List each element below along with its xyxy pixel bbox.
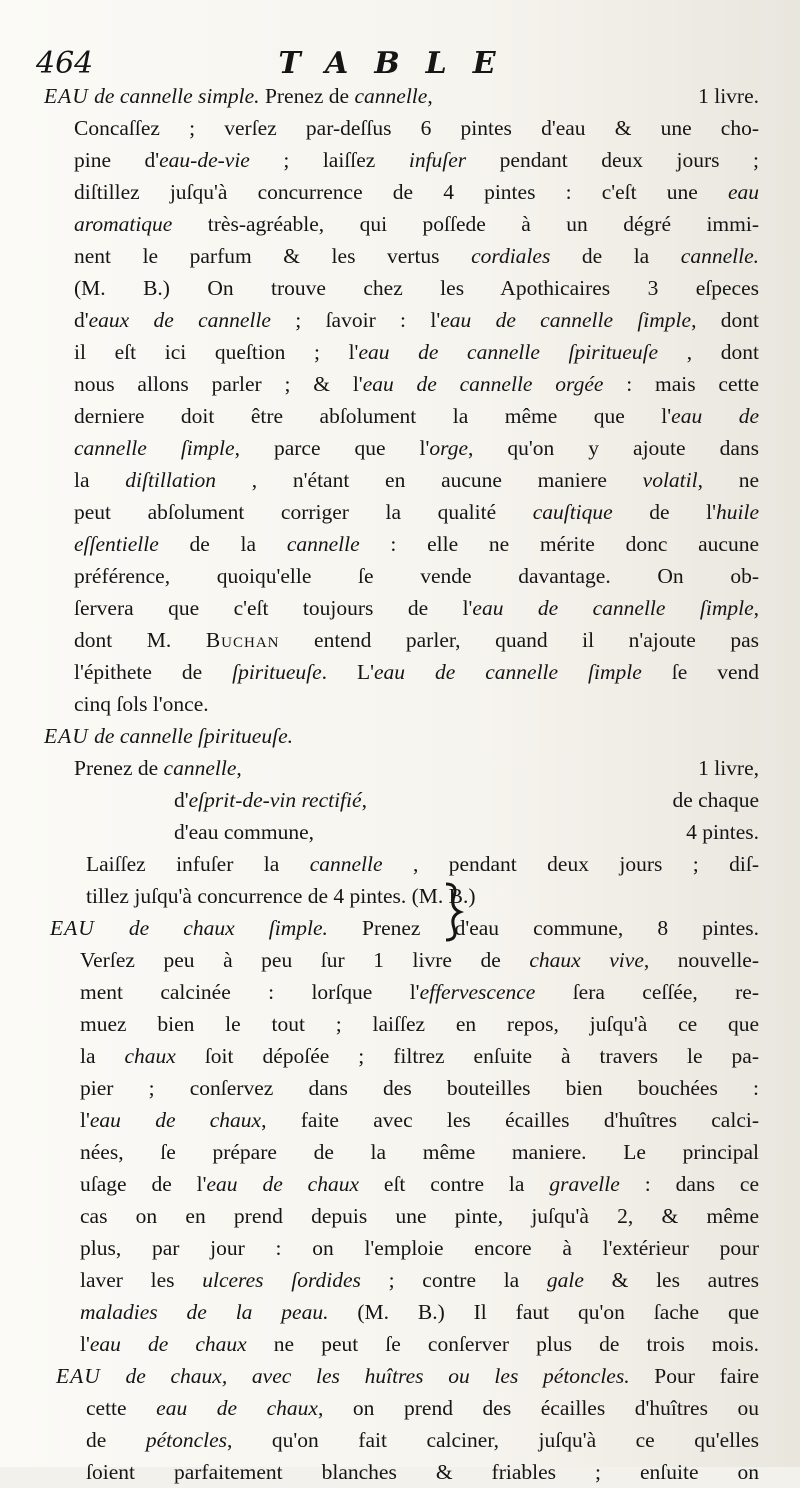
text-line: nées, ſe prépare de la même maniere. Le principal: [80, 1140, 759, 1164]
text-line: l'épithete de ſpiritueuſe. L'eau de cannelle ſimple ſe vend: [74, 660, 759, 684]
text-line: de pétoncles, qu'on fait calciner, juſqu'à ce qu'elles: [86, 1428, 759, 1452]
text-line: plus, par jour : on l'emploie encore à l'extérieur pour: [80, 1236, 759, 1260]
text-line: muez bien le tout ; laiſſez en repos, juſqu'à ce que: [80, 1012, 759, 1036]
text-line: eſſentielle de la cannelle : elle ne mérite donc aucune: [74, 532, 759, 556]
text-line: Concaſſez ; verſez par-deſſus 6 pintes d'eau & une cho-: [74, 116, 759, 140]
text-line: la chaux ſoit dépoſée ; filtrez enſuite à travers le pa-: [80, 1044, 759, 1068]
entry-heading: EAU de chaux ſimple. Prenez d'eau commune, 8 pintes.: [50, 916, 760, 940]
quantity: 1 livre,: [698, 756, 759, 780]
text-line: pier ; conſervez dans des bouteilles bien bouchées :: [80, 1076, 759, 1100]
entry-word: EAU: [44, 724, 89, 748]
text-line: diſtillez juſqu'à concurrence de 4 pintes : c'eſt une eau: [74, 180, 759, 204]
text-line: cas on en prend depuis une pinte, juſqu'à 2, & même: [80, 1204, 759, 1228]
text-line: d'eaux de cannelle ; ſavoir : l'eau de cannelle ſimple, dont: [74, 308, 759, 332]
text-line: ſoient parfaitement blanches & friables ; enſuite on: [86, 1460, 759, 1484]
text-line: aromatique très-agréable, qui poſſede à un dégré immi-: [74, 212, 759, 236]
text-line: cette eau de chaux, on prend des écailles d'huîtres ou: [86, 1396, 760, 1420]
recipe-line: d'eſprit-de-vin rectifié, de chaque: [174, 784, 759, 816]
text-line: l'eau de chaux, faite avec les écailles d'huîtres calci-: [80, 1108, 759, 1132]
text-line: laver les ulceres ſordides ; contre la gale & les autres: [80, 1268, 759, 1292]
text-line: pine d'eau-de-vie ; laiſſez infuſer pendant deux jours ;: [74, 148, 759, 172]
text-line: uſage de l'eau de chaux eſt contre la gravelle : dans ce: [80, 1172, 759, 1196]
text-line: Laiſſez infuſer la cannelle , pendant deux jours ; diſ-: [86, 852, 759, 876]
entry-heading: EAU de chaux, avec les huîtres ou les pétoncles. Pour faire: [56, 1364, 760, 1388]
recipe-line: Prenez de cannelle, 1 livre,: [74, 752, 759, 784]
quantity: 4 pintes.: [686, 820, 759, 844]
text-line: nent le parfum & les vertus cordiales de la cannelle.: [74, 244, 759, 268]
text-line: peut abſolument corriger la qualité cauſtique de l'huile: [74, 500, 759, 524]
entry-heading: EAU de cannelle simple. Prenez de cannelle, 1 livre.: [44, 80, 759, 112]
text-line: maladies de la peau. (M. B.) Il faut qu'on ſache que: [80, 1300, 759, 1324]
text-line: il eſt ici queſtion ; l'eau de cannelle ſpiritueuſe , dont: [74, 340, 759, 364]
text-line: la diſtillation , n'étant en aucune maniere volatil, ne: [74, 468, 759, 492]
running-title: TABLE: [278, 46, 522, 81]
text-line: préférence, quoiqu'elle ſe vende davantage. On ob-: [74, 564, 759, 588]
recipe-line: d'eau commune, 4 pintes.: [174, 816, 759, 848]
entry-word: EAU: [50, 916, 95, 940]
entry-word: EAU: [56, 1364, 101, 1388]
page-number: 464: [36, 46, 94, 81]
text-line: cinq ſols l'once.: [74, 692, 209, 716]
text-line: derniere doit être abſolument la même que l'eau de: [74, 404, 759, 428]
text-line: cannelle ſimple, parce que l'orge, qu'on y ajoute dans: [74, 436, 759, 460]
quantity: de chaque: [672, 788, 759, 812]
text-line: dont M. Buchan entend parler, quand il n'ajoute pas: [74, 628, 760, 652]
text-line: ſervera que c'eſt toujours de l'eau de cannelle ſimple,: [74, 596, 760, 620]
text-line: (M. B.) On trouve chez les Apothicaires 3 eſpeces: [74, 276, 759, 300]
quantity: 1 livre.: [698, 84, 759, 108]
text-line: ment calcinée : lorſque l'effervescence ſera ceſſée, re-: [80, 980, 759, 1004]
text-line: Verſez peu à peu ſur 1 livre de chaux vive, nouvelle-: [80, 948, 759, 972]
text-line: l'eau de chaux ne peut ſe conſerver plus de trois mois.: [80, 1332, 759, 1356]
entry-heading: EAU de cannelle ſpiritueuſe.: [44, 724, 293, 748]
entry-word: EAU: [44, 84, 89, 108]
text-line: tillez juſqu'à concurrence de 4 pintes. (M. B.): [86, 884, 476, 908]
text-line: nous allons parler ; & l'eau de cannelle orgée : mais cette: [74, 372, 759, 396]
